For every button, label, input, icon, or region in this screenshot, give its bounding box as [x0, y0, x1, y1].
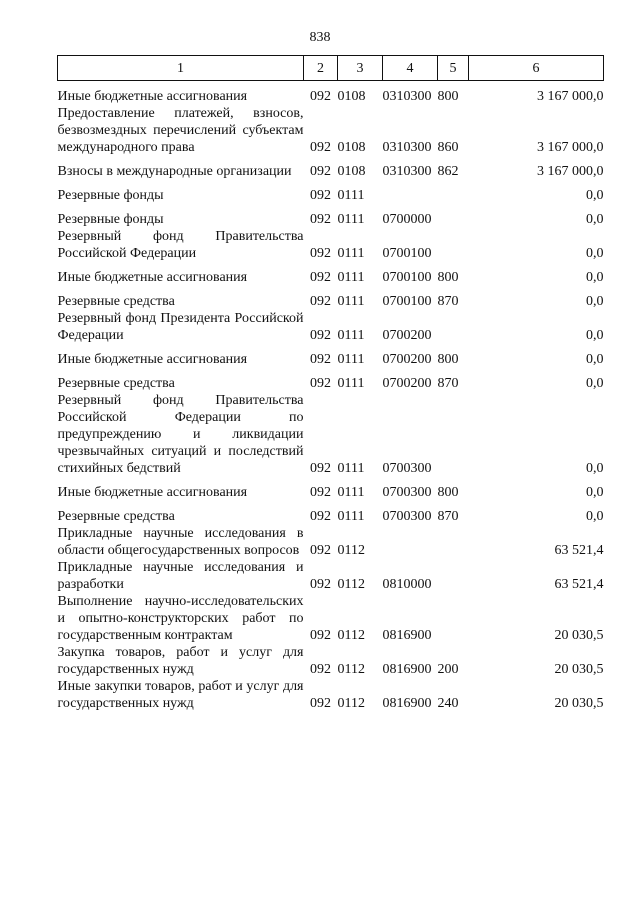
row-rz-cell: 0111	[337, 328, 365, 343]
row-amount-cell: 0,0	[586, 270, 604, 285]
row-gr-cell: 092	[310, 461, 331, 476]
row-gr-cell: 092	[310, 543, 331, 558]
row-vr-cell	[438, 204, 469, 228]
table-row	[58, 477, 604, 501]
table-row	[58, 81, 604, 106]
row-name-cell: Иные бюджетные ассигнования	[57, 270, 248, 285]
row-name-cell: Резервный фонд Правительства Российской Федерации	[57, 229, 304, 261]
row-amount-cell: 0,0	[586, 376, 604, 391]
table-row	[58, 105, 604, 156]
row-vr-cell: 870	[437, 294, 459, 309]
row-rz-cell: 0112	[337, 543, 365, 558]
row-csr-cell: 0700200	[382, 376, 432, 391]
row-gr-cell: 092	[310, 485, 331, 500]
table-row	[58, 525, 604, 559]
row-csr-cell: 0700000	[382, 212, 432, 227]
row-gr-cell: 092	[310, 328, 331, 343]
row-csr-cell: 0816900	[382, 696, 432, 711]
row-rz-cell: 0112	[337, 577, 365, 592]
row-gr-cell: 092	[310, 294, 331, 309]
row-amount-cell: 0,0	[586, 485, 604, 500]
row-csr-cell: 0700100	[382, 270, 432, 285]
row-gr-cell: 092	[310, 628, 331, 643]
table-header-row	[58, 56, 604, 81]
row-amount-cell: 0,0	[586, 294, 604, 309]
row-vr-cell	[438, 525, 469, 559]
row-csr-cell: 0810000	[382, 577, 432, 592]
table-row	[58, 678, 604, 712]
row-amount-cell: 0,0	[586, 509, 604, 524]
row-name-cell: Иные закупки товаров, работ и услуг для государственных нужд	[57, 679, 304, 711]
table-row	[58, 156, 604, 180]
row-name-cell: Иные бюджетные ассигнования	[57, 352, 248, 367]
row-name-cell: Иные бюджетные ассигнования	[57, 89, 248, 104]
table-row	[58, 368, 604, 392]
row-rz-cell: 0108	[337, 164, 366, 179]
row-name-cell: Прикладные научные исследования и разработки	[57, 560, 304, 592]
row-name-cell: Резервные фонды	[57, 212, 164, 227]
row-rz-cell: 0112	[337, 696, 365, 711]
row-gr-cell: 092	[310, 188, 331, 203]
row-amount-cell: 20 030,5	[554, 662, 604, 677]
row-rz-cell: 0111	[337, 376, 365, 391]
header-cell: 6	[469, 56, 604, 81]
row-vr-cell	[438, 593, 469, 644]
row-amount-cell: 20 030,5	[554, 696, 604, 711]
row-name-cell: Прикладные научные исследования в области общегосударственных вопросов	[57, 526, 304, 558]
row-name-cell: Резервные средства	[57, 294, 175, 309]
row-vr-cell	[438, 559, 469, 593]
row-amount-cell: 0,0	[586, 212, 604, 227]
table-row	[58, 180, 604, 204]
header-cell: 2	[304, 56, 338, 81]
row-name-cell: Резервные средства	[57, 376, 175, 391]
row-name-cell: Резервные средства	[57, 509, 175, 524]
row-rz-cell: 0111	[337, 485, 365, 500]
row-amount-cell: 3 167 000,0	[537, 164, 604, 179]
row-rz-cell: 0112	[337, 662, 365, 677]
header-cell: 5	[438, 56, 469, 81]
row-amount-cell: 3 167 000,0	[537, 140, 604, 155]
table-row	[58, 392, 604, 477]
row-vr-cell: 200	[437, 662, 459, 677]
row-gr-cell: 092	[310, 509, 331, 524]
row-csr-cell: 0700300	[382, 461, 432, 476]
row-csr-cell: 0700200	[382, 328, 432, 343]
row-vr-cell: 870	[437, 509, 459, 524]
row-gr-cell: 092	[310, 696, 331, 711]
row-csr-cell: 0816900	[382, 662, 432, 677]
header-cell: 3	[338, 56, 383, 81]
table-row	[58, 559, 604, 593]
row-vr-cell	[438, 228, 469, 262]
row-csr-cell: 0310300	[382, 140, 432, 155]
row-name-cell: Взносы в международные организации	[57, 164, 292, 179]
row-rz-cell: 0111	[337, 294, 365, 309]
row-name-cell: Предоставление платежей, взносов, безвозмездных перечислений субъектам международного права	[57, 106, 304, 155]
row-rz-cell: 0108	[337, 89, 366, 104]
row-csr-cell: 0700100	[382, 246, 432, 261]
row-gr-cell: 092	[310, 352, 331, 367]
row-csr-cell: 0700300	[382, 509, 432, 524]
row-amount-cell: 0,0	[586, 328, 604, 343]
row-rz-cell: 0111	[337, 461, 365, 476]
row-vr-cell: 800	[437, 89, 459, 104]
table-row	[58, 344, 604, 368]
table-row	[58, 593, 604, 644]
row-gr-cell: 092	[310, 140, 331, 155]
row-csr-cell: 0310300	[382, 164, 432, 179]
row-csr-cell: 0816900	[382, 628, 432, 643]
table-row	[58, 204, 604, 228]
row-rz-cell: 0111	[337, 509, 365, 524]
row-rz-cell: 0111	[337, 212, 365, 227]
row-name-cell: Резервные фонды	[57, 188, 164, 203]
row-vr-cell	[438, 310, 469, 344]
row-rz-cell: 0111	[337, 188, 365, 203]
row-vr-cell: 240	[437, 696, 459, 711]
row-amount-cell: 63 521,4	[554, 543, 604, 558]
row-amount-cell: 0,0	[586, 246, 604, 261]
table-row	[58, 262, 604, 286]
row-rz-cell: 0112	[337, 628, 365, 643]
row-gr-cell: 092	[310, 89, 331, 104]
row-rz-cell: 0111	[337, 246, 365, 261]
row-amount-cell: 3 167 000,0	[537, 89, 604, 104]
row-gr-cell: 092	[310, 246, 331, 261]
row-vr-cell	[438, 180, 469, 204]
row-rz-cell: 0111	[337, 352, 365, 367]
table-row	[58, 228, 604, 262]
row-name-cell: Резервный фонд Правительства Российской Федерации по предупреждению и ликвидации чрезвычайных ситуаций и последствий стихийных бедствий	[57, 393, 304, 476]
row-name-cell: Резервный фонд Президента Российской Федерации	[57, 311, 304, 343]
row-csr-cell: 0700200	[382, 352, 432, 367]
table-row	[58, 644, 604, 678]
row-amount-cell: 0,0	[586, 188, 604, 203]
row-vr-cell: 800	[437, 270, 459, 285]
row-gr-cell: 092	[310, 212, 331, 227]
row-csr-cell: 0700300	[382, 485, 432, 500]
table-row	[58, 501, 604, 525]
row-vr-cell: 800	[437, 485, 459, 500]
row-vr-cell: 800	[437, 352, 459, 367]
row-name-cell: Иные бюджетные ассигнования	[57, 485, 248, 500]
row-csr-cell: 0310300	[382, 89, 432, 104]
row-gr-cell: 092	[310, 164, 331, 179]
header-cell: 1	[58, 56, 304, 81]
row-gr-cell: 092	[310, 577, 331, 592]
row-name-cell: Выполнение научно-исследовательских и опытно-конструкторских работ по государственным контрактам	[57, 594, 304, 643]
row-gr-cell: 092	[310, 270, 331, 285]
row-amount-cell: 63 521,4	[554, 577, 604, 592]
table-row	[58, 310, 604, 344]
row-vr-cell: 862	[437, 164, 459, 179]
row-gr-cell: 092	[310, 662, 331, 677]
row-name-cell: Закупка товаров, работ и услуг для государственных нужд	[57, 645, 304, 677]
row-gr-cell: 092	[310, 376, 331, 391]
row-csr-cell	[383, 525, 438, 559]
row-amount-cell: 20 030,5	[554, 628, 604, 643]
row-csr-cell	[383, 180, 438, 204]
row-vr-cell: 870	[437, 376, 459, 391]
row-vr-cell	[438, 392, 469, 477]
row-amount-cell: 0,0	[586, 461, 604, 476]
table-row	[58, 286, 604, 310]
row-csr-cell: 0700100	[382, 294, 432, 309]
row-vr-cell: 860	[437, 140, 459, 155]
row-rz-cell: 0108	[337, 140, 366, 155]
row-rz-cell: 0111	[337, 270, 365, 285]
page-number: 838	[309, 30, 331, 45]
row-amount-cell: 0,0	[586, 352, 604, 367]
table-body	[58, 81, 604, 713]
budget-table	[57, 55, 604, 712]
header-cell: 4	[383, 56, 438, 81]
